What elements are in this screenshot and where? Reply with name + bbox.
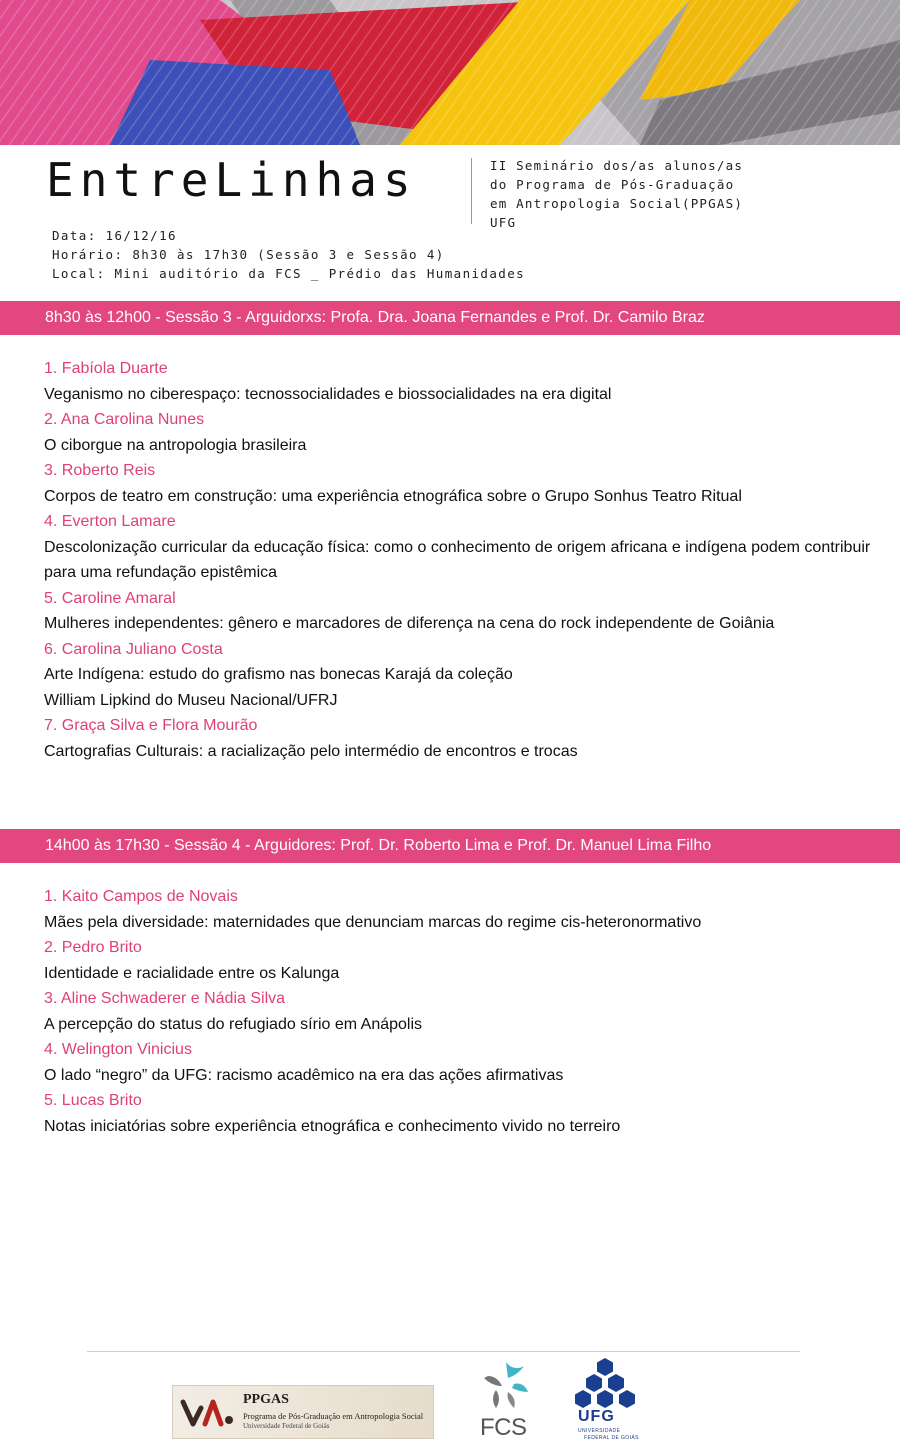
list-item bbox=[44, 935, 884, 986]
ufg-hexagons-icon bbox=[574, 1356, 636, 1408]
presentation-title: Notas iniciatórias sobre experiência etnográfica e conhecimento vivido no terreiro bbox=[44, 1117, 621, 1135]
presentation-title: O ciborgue na antropologia brasileira bbox=[44, 436, 307, 454]
presentation-title-continued: William Lipkind do Museu Nacional/UFRJ bbox=[44, 691, 338, 709]
ufg-name: UFG bbox=[578, 1408, 615, 1425]
event-date: Data: 16/12/16 bbox=[52, 228, 177, 243]
list-item bbox=[44, 509, 884, 586]
event-subtitle bbox=[490, 156, 743, 232]
presenter-name: 6. Carolina Juliano Costa bbox=[44, 640, 223, 658]
list-item bbox=[44, 637, 884, 714]
list-item bbox=[44, 884, 884, 935]
ppgas-program: Programa de Pós-Graduação em Antropologia Social bbox=[243, 1411, 424, 1421]
ppgas-name: PPGAS bbox=[243, 1392, 289, 1407]
list-item bbox=[44, 1088, 884, 1139]
subtitle-line: II Seminário dos/as alunos/as bbox=[490, 158, 744, 173]
presentation-title: Mulheres independentes: gênero e marcadores de diferença na cena do rock independente de Goiânia bbox=[44, 615, 775, 632]
presenter-name: 1. Kaito Campos de Novais bbox=[44, 888, 238, 905]
list-item bbox=[44, 586, 884, 637]
event-time: Horário: 8h30 às 17h30 (Sessão 3 e Sessão 4) bbox=[52, 247, 445, 262]
presenter-name: 1. Fabíola Duarte bbox=[44, 360, 168, 377]
ufg-logo bbox=[574, 1356, 639, 1446]
presentation-title: Mães pela diversidade: maternidades que denunciam marcas do regime cis-heteronormativo bbox=[44, 913, 702, 931]
presentation-title: Cartografias Culturais: a racialização pelo intermédio de encontros e trocas bbox=[44, 742, 578, 760]
session-3-heading: 8h30 às 12h00 - Sessão 3 - Arguidorxs: Profa. Dra. Joana Fernandes e Prof. Dr. Camilo Braz bbox=[0, 301, 900, 335]
list-item bbox=[44, 458, 884, 509]
presenter-name: 5. Caroline Amaral bbox=[44, 589, 176, 607]
event-details bbox=[52, 226, 525, 283]
ufg-subtitle: UNIVERSIDADE bbox=[578, 1428, 621, 1434]
session-3-list bbox=[44, 356, 884, 764]
event-location: Local: Mini auditório da FCS _ Prédio das Humanidades bbox=[52, 266, 526, 281]
presentation-title: Descolonização curricular da educação física: como o conhecimento de origem africana e indígena podem contribuir para uma refundação epistêmica bbox=[44, 538, 871, 581]
fcs-name: FCS bbox=[480, 1414, 527, 1441]
presentation-title: A percepção do status do refugiado sírio em Anápolis bbox=[44, 1015, 423, 1033]
presentation-title: Arte Indígena: estudo do grafismo nas bonecas Karajá da coleção bbox=[44, 666, 513, 683]
session-4-heading: 14h00 às 17h30 - Sessão 4 - Arguidores: Prof. Dr. Roberto Lima e Prof. Dr. Manuel Lima Filho bbox=[0, 829, 900, 863]
presentation-title: Veganismo no ciberespaço: tecnossocialidades e biossocialidades na era digital bbox=[44, 385, 612, 403]
fcs-mark-icon bbox=[478, 1358, 534, 1414]
subtitle-line: do Programa de Pós-Graduação bbox=[490, 177, 735, 192]
presenter-name: 7. Graça Silva e Flora Mourão bbox=[44, 717, 258, 734]
presentation-title: Corpos de teatro em construção: uma experiência etnográfica sobre o Grupo Sonhus Teatro Ritual bbox=[44, 487, 742, 505]
list-item bbox=[44, 713, 884, 764]
ppgas-mark-icon bbox=[179, 1394, 235, 1432]
header-divider bbox=[471, 158, 472, 224]
list-item bbox=[44, 1037, 884, 1088]
presentation-title: Identidade e racialidade entre os Kalunga bbox=[44, 964, 340, 982]
presenter-name: 3. Roberto Reis bbox=[44, 462, 156, 479]
ppgas-logo bbox=[172, 1385, 434, 1439]
subtitle-line: em Antropologia Social(PPGAS) bbox=[490, 196, 744, 211]
presenter-name: 2. Pedro Brito bbox=[44, 939, 142, 956]
presenter-name: 2. Ana Carolina Nunes bbox=[44, 411, 205, 428]
ppgas-university: Universidade Federal de Goiás bbox=[243, 1422, 330, 1430]
ufg-subtitle: FEDERAL DE GOIÁS bbox=[584, 1435, 639, 1441]
presenter-name: 4. Everton Lamare bbox=[44, 513, 176, 530]
list-item bbox=[44, 407, 884, 458]
presentation-title: O lado “negro” da UFG: racismo acadêmico na era das ações afirmativas bbox=[44, 1066, 564, 1084]
list-item bbox=[44, 356, 884, 407]
list-item bbox=[44, 986, 884, 1037]
session-4-list bbox=[44, 884, 884, 1139]
yarn-banner-image bbox=[0, 0, 900, 145]
presenter-name: 3. Aline Schwaderer e Nádia Silva bbox=[44, 990, 286, 1007]
presenter-name: 5. Lucas Brito bbox=[44, 1092, 142, 1109]
presenter-name: 4. Welington Vinicius bbox=[44, 1041, 192, 1058]
subtitle-line: UFG bbox=[490, 215, 517, 230]
event-title: EntreLinhas bbox=[46, 153, 417, 207]
footer-divider bbox=[87, 1351, 800, 1352]
fcs-logo bbox=[478, 1358, 534, 1444]
